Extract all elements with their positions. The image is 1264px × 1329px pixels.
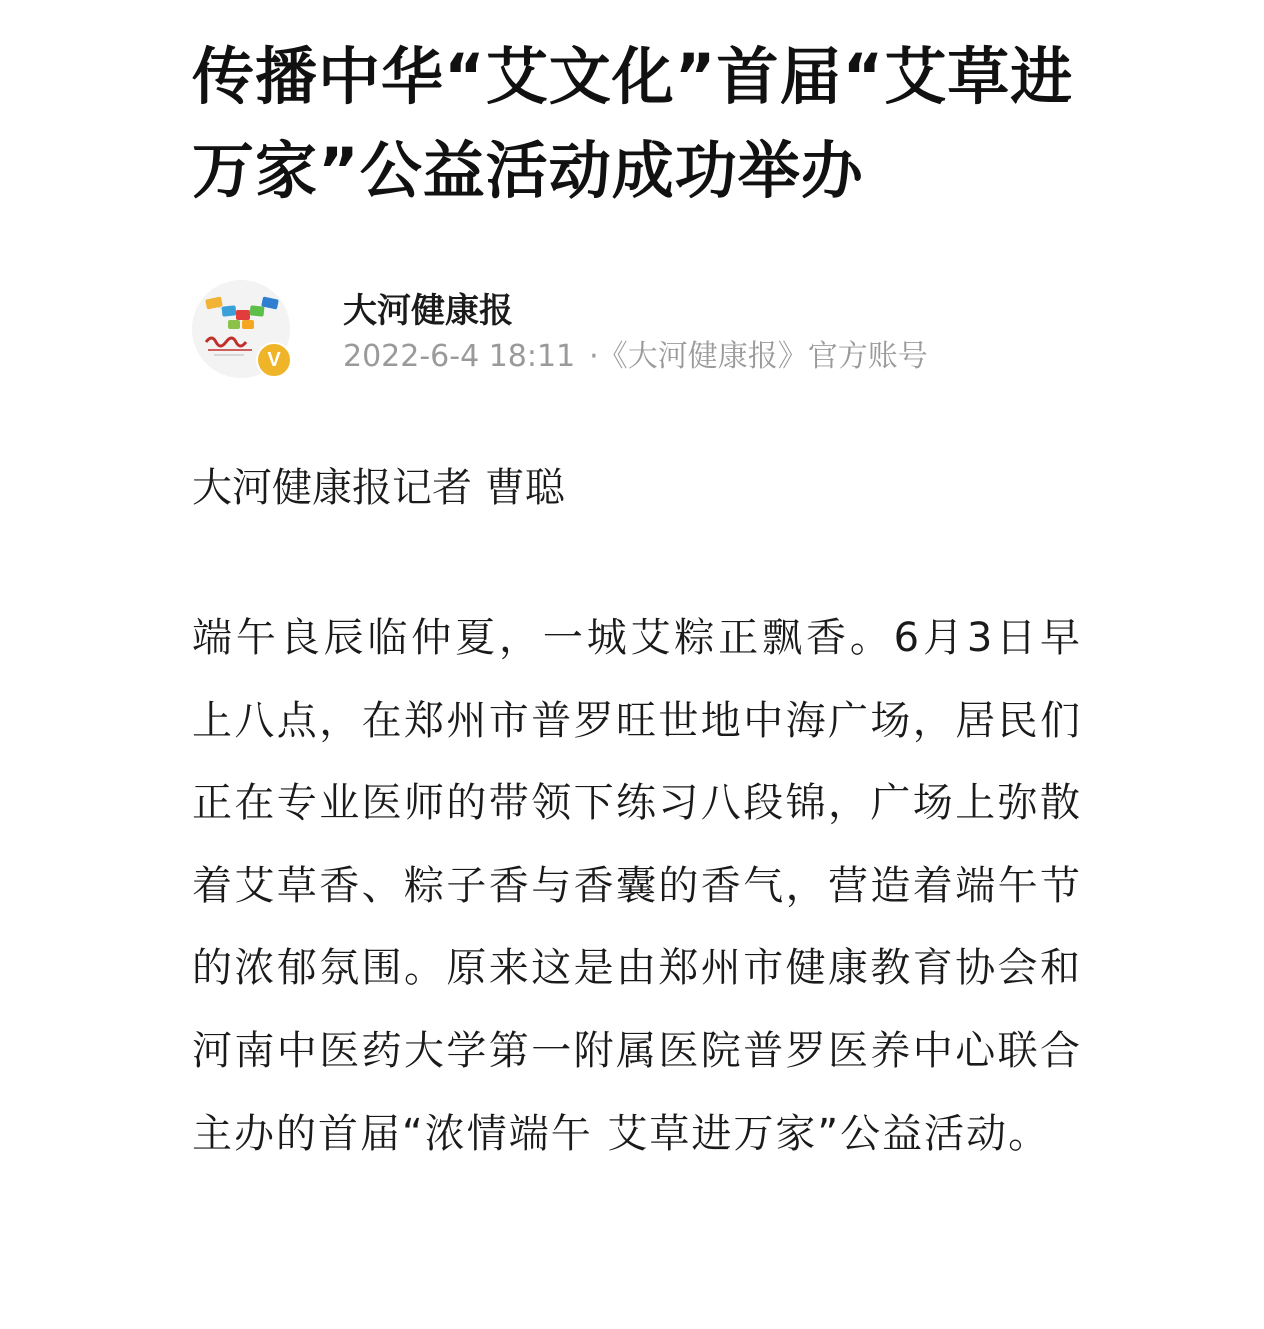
author-row[interactable]	[192, 280, 1082, 380]
article-title: 传播中华“艾文化”首届“艾草进万家”公益活动成功举办	[192, 40, 1074, 207]
verified-v-icon: V	[256, 342, 292, 378]
meta-separator: ·	[589, 339, 599, 374]
author-name[interactable]: 大河健康报	[343, 291, 513, 331]
article-byline: 大河健康报记者 曹聪	[192, 465, 565, 511]
article	[192, 0, 1082, 1175]
post-meta	[343, 338, 928, 376]
article-paragraph: 端午良辰临仲夏，一城艾粽正飘香。6月3日早上八点，在郑州市普罗旺世地中海广场，居民们正在专业医师的带领下练习八段锦，广场上弥散着艾草香、粽子香与香囊的香气，营造着端午节的浓郁氛围。原来这是由郑州市健康教育协会和河南中医药大学第一附属医院普罗医养中心联合主办的首届“浓情端午 艾草进万家”公益活动。	[192, 615, 1082, 1157]
account-type: 《大河健康报》官方账号	[612, 339, 928, 374]
post-date: 2022-6-4 18:11	[343, 339, 576, 374]
